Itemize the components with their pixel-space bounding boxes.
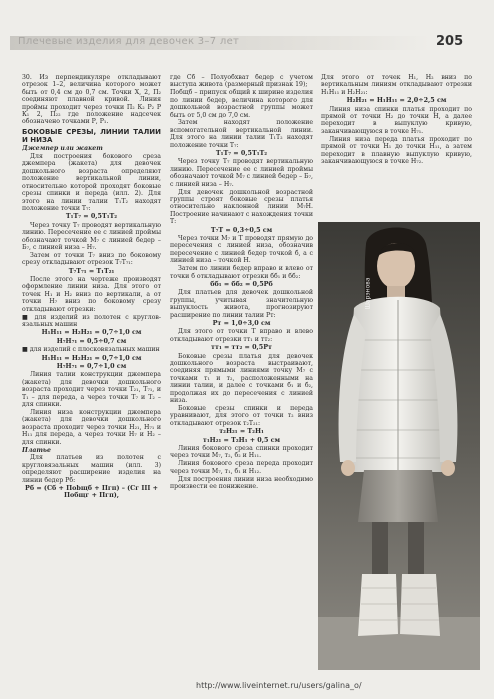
col1-paragraph: БОКОВЫЕ СРЕЗЫ, ЛИНИИ ТАЛИИ И НИЗА	[22, 127, 161, 145]
page-number: 205	[436, 34, 464, 49]
col1-paragraph: Для построения бокового среза джемпера (жакета) для девочек дошкольного возраста определяют положение вертикальной линии, относительно которой проходят боковые срезы спинки и переда (илл. 2). Для этого на линии талии Т₁Т₂ находят положение точки Т₇:	[22, 153, 161, 212]
col1-paragraph: Затем от точки Т₇ вниз по боковому срезу откладывают отрезок Т₇Т₇₁:	[22, 251, 161, 267]
col1-paragraph: Рб = (Сб + Пobщб + Пгп) – (Сг III + Побщг + Пгп),	[25, 484, 158, 500]
col2-paragraph: Для построения линии низа необходимо произвести ее понижение.	[170, 475, 313, 491]
col2-paragraph: тт₁ = тт₂ = 0,5Рт	[211, 343, 272, 352]
col2-paragraph: Для платьев для девочек дошкольной группы, учитывая значительную выпуклость живота, прогнозируют расширение по линии талии Рт:	[170, 289, 313, 319]
col1-paragraph: Джемпер или жакет	[22, 145, 103, 153]
col1-paragraph: Т₇Т₇₁ = Т₁Т₂₁	[68, 266, 115, 275]
col1-paragraph: Н₇Н₇₁ = 0,7÷1,0 см	[56, 362, 127, 371]
col2-paragraph: Через точку Т₇ проводят вертикальную линию. Пересечение ее с линией проймы обозначают точкой М₇ с линией бедер – Б₇, с линией низа – Н₇.	[170, 158, 313, 188]
col2-paragraph: Рт = 1,0÷3,0 см	[212, 319, 271, 327]
page-header-title: Плечевые изделия для девочек 3–7 лет	[18, 36, 240, 47]
col2-paragraph: Через точки М₇ и Т проводят прямую до пересечения с линией низа, обозначив пересечение с линией бедер точкой б, а с линией низа – точкой Н.	[170, 235, 313, 265]
col2-paragraph: Затем по линии бедер вправо и влево от точки б откладывают отрезки бб₁ и бб₂:	[170, 265, 313, 280]
col1-paragraph: Н₇Н₇₁ = 0,5÷0,7 см	[56, 336, 127, 345]
col1-paragraph: После этого на чертеже производят оформление линии низа. Для этого от точек Н₁ и Н₂ вниз по вертикали, а от точки Н₇ вниз по боковому срезу откладывают отрезки:	[22, 276, 161, 313]
col3-paragraph: Н₂Н₂₁ = Н₁Н₁₁ = 2,0÷2,5 см	[346, 96, 447, 105]
girl-in-white-coat-photo	[318, 222, 480, 670]
col2-paragraph: Затем находят положение вспомогательной вертикальной линии. Для этого на линии талии Т₁Т₂ находят положение точки Т₇:	[170, 119, 313, 149]
col1-paragraph: Линия талии конструкции джемпера (жакета) для девочки дошкольного возраста проходит через точки Т₂₁, Т₇₁, и Т₁ – для переда, а через точки Т₇ и Т₂ – для спинки.	[22, 371, 161, 409]
text-column-3	[321, 74, 472, 214]
col3-paragraph: Для этого от точек Н₁, Н₂ вниз по вертикальным линиям откладывают отрезки Н₁Н₁₁ и Н₂Н₂₁:	[321, 74, 472, 96]
col2-paragraph: Т₇Т = 0,3÷0,5 см	[210, 225, 273, 234]
col2-paragraph: Линия бокового среза переда проходит через точки М₇, т₁, б₁ и Н₁₂.	[170, 460, 313, 475]
col2-paragraph: где Сб – Полуобхват бедер с учетом выступа живота (размерный признак 19);	[170, 74, 313, 89]
col2-paragraph: бб₁ = бб₂ = 0,5Рб	[210, 279, 273, 288]
col2-paragraph: Линия бокового среза спинки проходит через точки М₇, т₂, б₂ и Н₁₁.	[170, 445, 313, 460]
col1-paragraph: Платье	[22, 446, 51, 454]
source-url-footer: http://www.liveinternet.ru/users/galina_o/	[196, 681, 362, 690]
col1-paragraph: ■ для изделий с плосковязальных машин	[22, 346, 160, 354]
col2-paragraph: Побщб – припуск общий к ширине изделия по линии бедер, величина которого для дошкольной возрастной группы может быть от 5,0 см до 7,0 см.	[170, 89, 313, 119]
photo-watermark: Шарэнова	[364, 277, 372, 310]
col1-paragraph: ■ для изделий из полотен с кругловязальных машин	[22, 313, 161, 328]
col2-paragraph: Боковые срезы платья для девочек дошкольного возраста выстраивают, соединяя прямыми линиями точку М₇ с точками т₁ и т₂, расположенными на линии талии, и далее с точками б₁ и б₂, продолжая их до пересечения с линией низа.	[170, 352, 313, 405]
col2-paragraph: Для этого от точки Т вправо и влево откладывают отрезки тт₁ и тт₂:	[170, 328, 313, 343]
col1-paragraph: Н₁Н₁₁ = Н₂Н₂₁ = 0,7÷1,0 см	[41, 353, 142, 362]
col2-paragraph: т₂Н₂₁ = Т₂Н₁	[219, 427, 264, 436]
col1-paragraph: 30. Из перпендикуляре откладывают отрезок 1–2, величина которого может быть от 0,4 см до 0,7 см. Точки Х, 2, П₂ соединяют плавной кривой. Линия проймы проходит через точки П₂ К₂ Р₂ Р К₁ 2, П₂₂ где положение надсечек обозначено точками Р, Р₁.	[22, 74, 161, 126]
col1-paragraph: Для платьев из полотен с кругловязальных машин (илл. 3) определяют расширение изделия на линии бедер Рб:	[22, 454, 161, 484]
col1-paragraph: Т₁Т₇ = 0,5Т₁Т₂	[65, 212, 118, 221]
col1-paragraph: Н₁Н₁₁ = Н₂Н₂₁ = 0,7÷1,0 см	[41, 328, 142, 337]
text-column-1	[22, 74, 161, 674]
col2-paragraph: т₁Н₂₁ = Т₂Н₁ + 0,5 см	[202, 435, 281, 444]
col2-paragraph: Для девочек дошкольной возрастной группы строят боковые срезы платья относительно наклонной линии М₇Н. Построение начинают с нахождения точки Т:	[170, 188, 313, 226]
col1-paragraph: Линия низа конструкции джемпера (жакета) для девочки дошкольного возраста проходит через точки Н₂₁, Н₇₁ и Н₁₁ для переда, а через точки Н₇ и Н₂ – для спинки.	[22, 408, 161, 446]
col3-paragraph: Линия низа переда платья проходит по прямой от точки Н₁ до точки Н₁₁, а затем переходит в плавную выпуклую кривую, заканчивающуюся в точке Н₇₂.	[321, 135, 472, 165]
col1-paragraph: Через точку Т₇ проводят вертикальную линию. Пересечение ее с линией проймы обозначают точкой М₇ с линией бедер – Б₇, с линией низа – Н₇.	[22, 221, 161, 251]
col2-paragraph: Т₁Т₇ = 0,5Т₁Т₂	[215, 149, 268, 158]
col3-paragraph: Линия низа спинки платья проходит по прямой от точки Н₂ до точки Н, а далее переходит в выпуклую кривую, заканчивающуюся в точке Н₇₁.	[321, 105, 472, 135]
col2-paragraph: Боковые срезы спинки и переда уравнивают, для этого от точки т₂ вниз откладывают отрезок т₂Т₂₁:	[170, 404, 313, 427]
text-column-2	[170, 74, 313, 674]
